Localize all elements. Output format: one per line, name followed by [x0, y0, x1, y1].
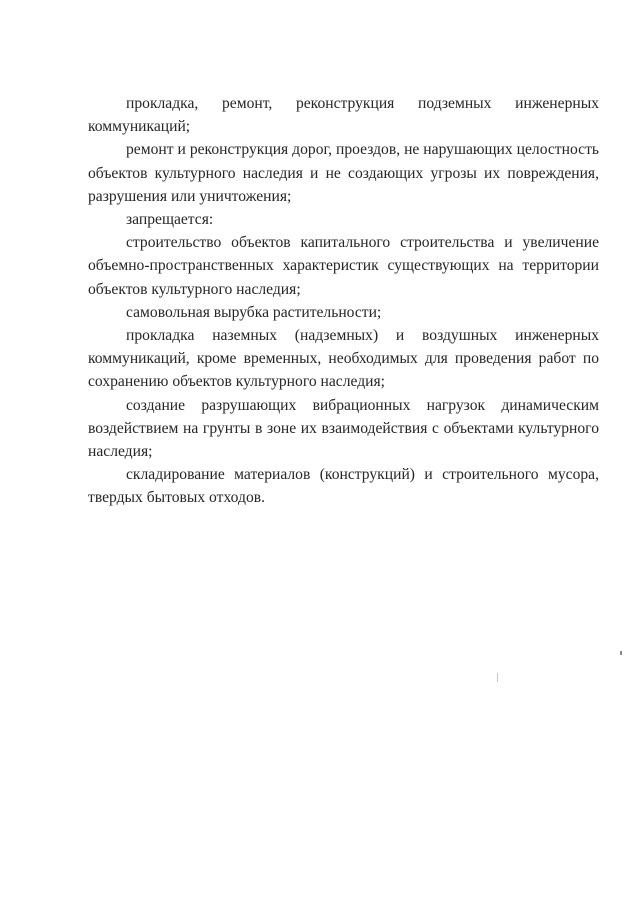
paragraph-prohibited-heading: запрещается:: [126, 211, 214, 229]
paragraph-vibration-loads: создание разрушающих вибрационных нагрузок динамическим воздействием на грунты в зоне их взаимодействия с объектами культурного наследия;: [88, 396, 599, 461]
paragraph-capital-construction: строительство объектов капитального строительства и увеличение объемно-пространственных характеристик существующих на территории объектов культурного наследия;: [88, 234, 599, 298]
paragraph-tree-cutting: самовольная вырубка растительности;: [126, 303, 382, 321]
scan-artifact-mark: [620, 651, 622, 655]
paragraph-underground-utilities: прокладка, ремонт, реконструкция подземных инженерных коммуникаций;: [88, 95, 599, 136]
paragraph-road-repair: ремонт и реконструкция дорог, проездов, не нарушающих целостность объектов культурного наследия и не создающих угрозы их повреждения, разрушения или уничтожения;: [88, 141, 599, 205]
paragraph-overhead-utilities: прокладка наземных (надземных) и воздушных инженерных коммуникаций, кроме временных, необходимых для проведения работ по сохранению объектов культурного наследия;: [88, 327, 599, 391]
scan-artifact-line: [497, 673, 498, 682]
document-body: [88, 92, 599, 510]
paragraph-material-storage: складирование материалов (конструкций) и строительного мусора, твердых бытовых отходов.: [88, 466, 599, 507]
